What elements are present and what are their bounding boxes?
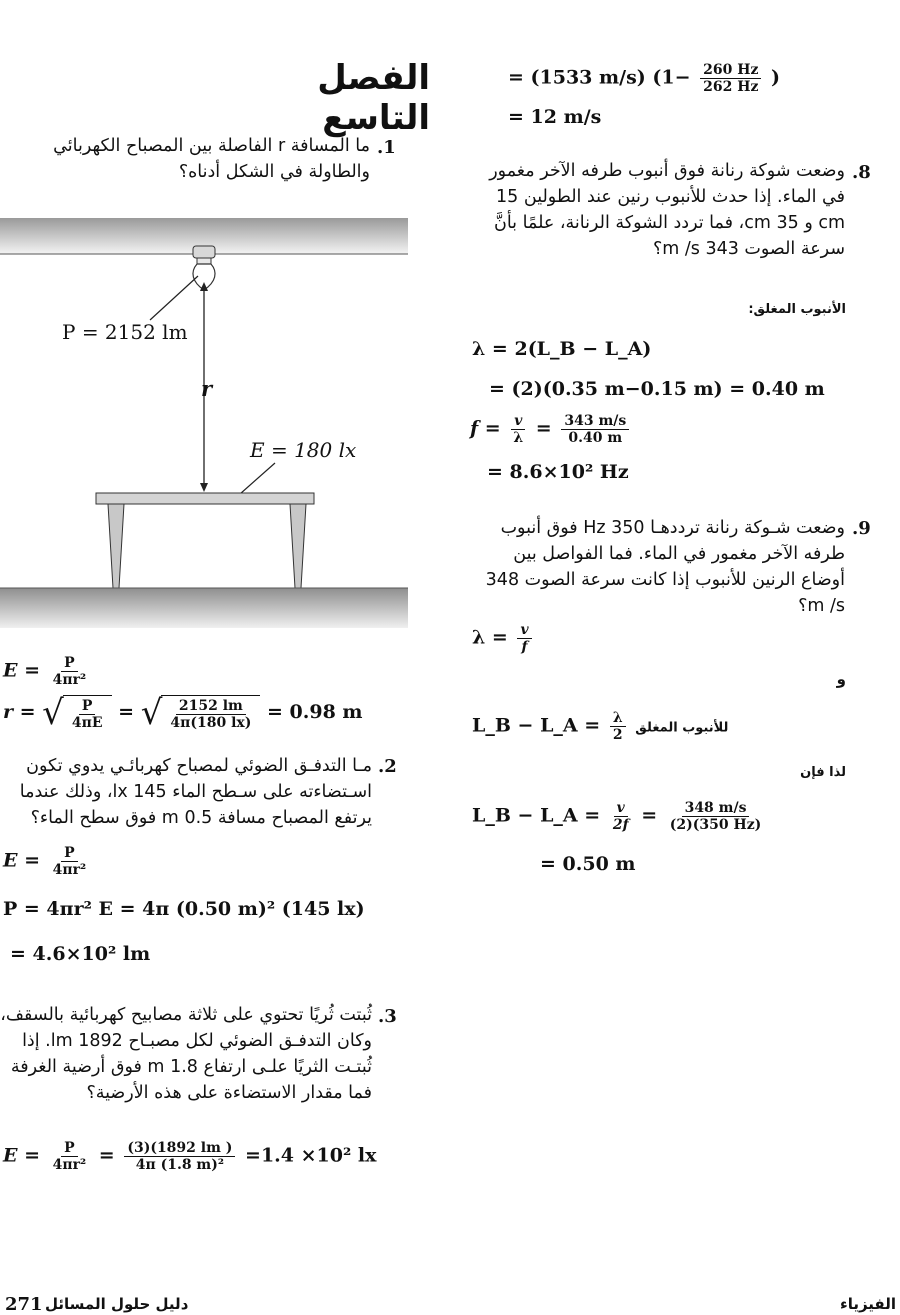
q9-number: .9 — [852, 518, 871, 539]
q1-eq2: r = √ $\frac{P}{4\pi E}$ = √ $\frac{2152 lm}{4\pi(180 lx)}$ = 0.98 m — [3, 693, 363, 733]
q3-eq-num1: P — [61, 1140, 78, 1157]
q1-eq1-lhs: E = — [3, 659, 41, 682]
q8-eq3-num2: 343 m/s — [561, 413, 629, 430]
q1-eq1-den: 4πr² — [52, 672, 87, 688]
q9-eq3-den2: (2)(350 Hz) — [669, 817, 762, 833]
q8-eq3-den2: 0.40 m — [568, 430, 623, 446]
q2-text: مـا التدفـق الضوئي لمصباح كهربائـي يدوي تكون اسـتضاءته على سـطح الماء 145 lx، وذلك عندما يرتفع المصباح مسافة 0.5 m فوق سطح الماء؟ — [19, 756, 372, 828]
q3-eq-num2: (3)(1892 lm ) — [124, 1140, 235, 1157]
footer-guide: دليل حلول المسائل — [45, 1295, 189, 1313]
top-eq1-right: ) — [771, 66, 781, 89]
q9-eq1-den: f — [521, 639, 528, 655]
q3-eq: E = $\frac{P}{\text{4πr²}}$ = $\frac{(3)(1892 lm )}{\text{4π (1.8 m)²}}$ =1.4 ×10² lx — [3, 1140, 377, 1173]
top-eq1-num: 260 Hz — [700, 62, 761, 79]
top-eq1-den: 262 Hz — [703, 79, 759, 95]
q3-eq-lhs: E = — [3, 1144, 41, 1167]
q1-text: ما المسافة r الفاصلة بين المصباح الكهربائي والطاولة في الشكل أدناه؟ — [53, 136, 370, 182]
q9-eq1-num: v — [520, 622, 529, 638]
q9-therefore: لذا فإن — [800, 765, 846, 780]
q1-eq1-num: P — [61, 655, 78, 672]
figure-illuminance-label: E = 180 lx — [250, 438, 357, 462]
q9-and: و — [836, 670, 846, 688]
q8-eq3-num1: v — [514, 413, 523, 429]
q2-eq1-den: 4πr² — [52, 862, 87, 878]
table — [96, 493, 314, 588]
q8-eq2: = (2)(0.35 m−0.15 m) = 0.40 m — [489, 378, 825, 400]
q8-eq3: f = $\frac{v}{\lambda}$ = $\frac{343 m/s}{0.40 m}$ — [470, 413, 632, 446]
q9-eq3: L_B − L_A = $\frac{v}{2f}$ = $\frac{348 m/s}{(2)(350 Hz)}$ — [472, 800, 767, 833]
top-eq2: = 12 m/s — [508, 106, 602, 128]
q9-eq3-den1: 2f — [612, 817, 629, 833]
q3-text: ثُبتت ثُريًا تحتوي على ثلاثة مصابيح كهربائية بالسقف، وكان التدفـق الضوئي لكل مصبـاح 1892 lm. إذا ثُبتـت الثريًا علـى ارتفاع 1.8 m فوق أرضية الغرفة فما مقدار الاستضاءة على هذه الأرضية؟ — [0, 1005, 372, 1103]
q1-eq2-lhs: r = — [3, 701, 36, 723]
q3-eq-den2: 4π (1.8 m)² — [135, 1157, 225, 1173]
figure-r-label: r — [201, 376, 213, 401]
q9-text: وضعت شـوكة رنانة ترددهـا 350 Hz فوق أنبوب طرفه الآخر مغمور في الماء. فما الفواصل بين أوضاع الرنين للأنبوب إذا كانت سرعة الصوت 348 m /s؟ — [485, 518, 845, 616]
q8-eq3-lhs: f = — [470, 417, 501, 440]
q3-eq-result: =1.4 ×10² lx — [245, 1144, 377, 1167]
q2-eq1 — [3, 845, 92, 878]
q8-eq1: λ = 2(L_B − L_A) — [472, 338, 652, 360]
q9-eq2-num: λ — [610, 710, 626, 727]
figure-power-label: P = 2152 lm — [62, 320, 188, 344]
q1-eq2-num1: P — [79, 698, 96, 715]
q8-eq4: = 8.6×10² Hz — [487, 461, 629, 483]
footer-subject: الفيزياء — [840, 1295, 896, 1313]
q9-eq3-num1: v — [616, 800, 625, 816]
chapter-title: الفصل التاسع — [317, 58, 430, 138]
q8-text: وضعت شوكة رنانة فوق أنبوب طرفه الآخر مغمور في الماء. إذا حدث للأنبوب رنين عند الطولين 15 cm و 35 cm، فما تردد الشوكة الرنانة، علمًا بأنَّ سرعة الصوت 343 m /s؟ — [489, 161, 845, 259]
q1-eq2-den1: 4πE — [71, 715, 103, 731]
q9-eq1-lhs: λ = — [472, 626, 508, 649]
q9-eq2-den: 2 — [612, 727, 623, 743]
q3-number: .3 — [378, 1006, 397, 1027]
lamp-table-figure — [0, 218, 410, 628]
q2-eq1-num: P — [61, 845, 78, 862]
q1-eq2-den2: 4π(180 lx) — [170, 715, 252, 731]
q9-eq2-note: للأنبوب المغلق — [635, 720, 729, 736]
q1-eq2-result: = 0.98 m — [266, 701, 363, 723]
q8-label: الأنبوب المغلق: — [748, 302, 846, 317]
floor — [0, 588, 408, 628]
q9-eq2 — [472, 710, 728, 743]
q9-eq2-lhs: L_B − L_A = — [472, 714, 601, 737]
page-number: 271 — [5, 1294, 43, 1315]
q9-eq4: = 0.50 m — [540, 853, 636, 875]
q8-eq3-den1: λ — [513, 430, 524, 446]
q3-eq-den1: 4πr² — [52, 1157, 87, 1173]
q2-eq2: P = 4πr² E = 4π (0.50 m)² (145 lx) — [3, 898, 365, 920]
q9-eq1 — [472, 622, 535, 655]
q9-eq3-lhs: L_B − L_A = — [472, 804, 601, 827]
q1-number: .1 — [377, 137, 396, 158]
q1-eq2-num2: 2152 lm — [176, 698, 246, 715]
q9-eq3-num2: 348 m/s — [682, 800, 750, 817]
q2-number: .2 — [378, 756, 397, 777]
q2-eq1-lhs: E = — [3, 849, 41, 872]
q1-eq1 — [3, 655, 92, 688]
top-eq1 — [508, 62, 780, 95]
q8-number: .8 — [852, 162, 871, 183]
q2-eq3: = 4.6×10² lm — [10, 943, 151, 965]
top-eq1-left: = (1533 m/s) (1− — [508, 66, 691, 89]
